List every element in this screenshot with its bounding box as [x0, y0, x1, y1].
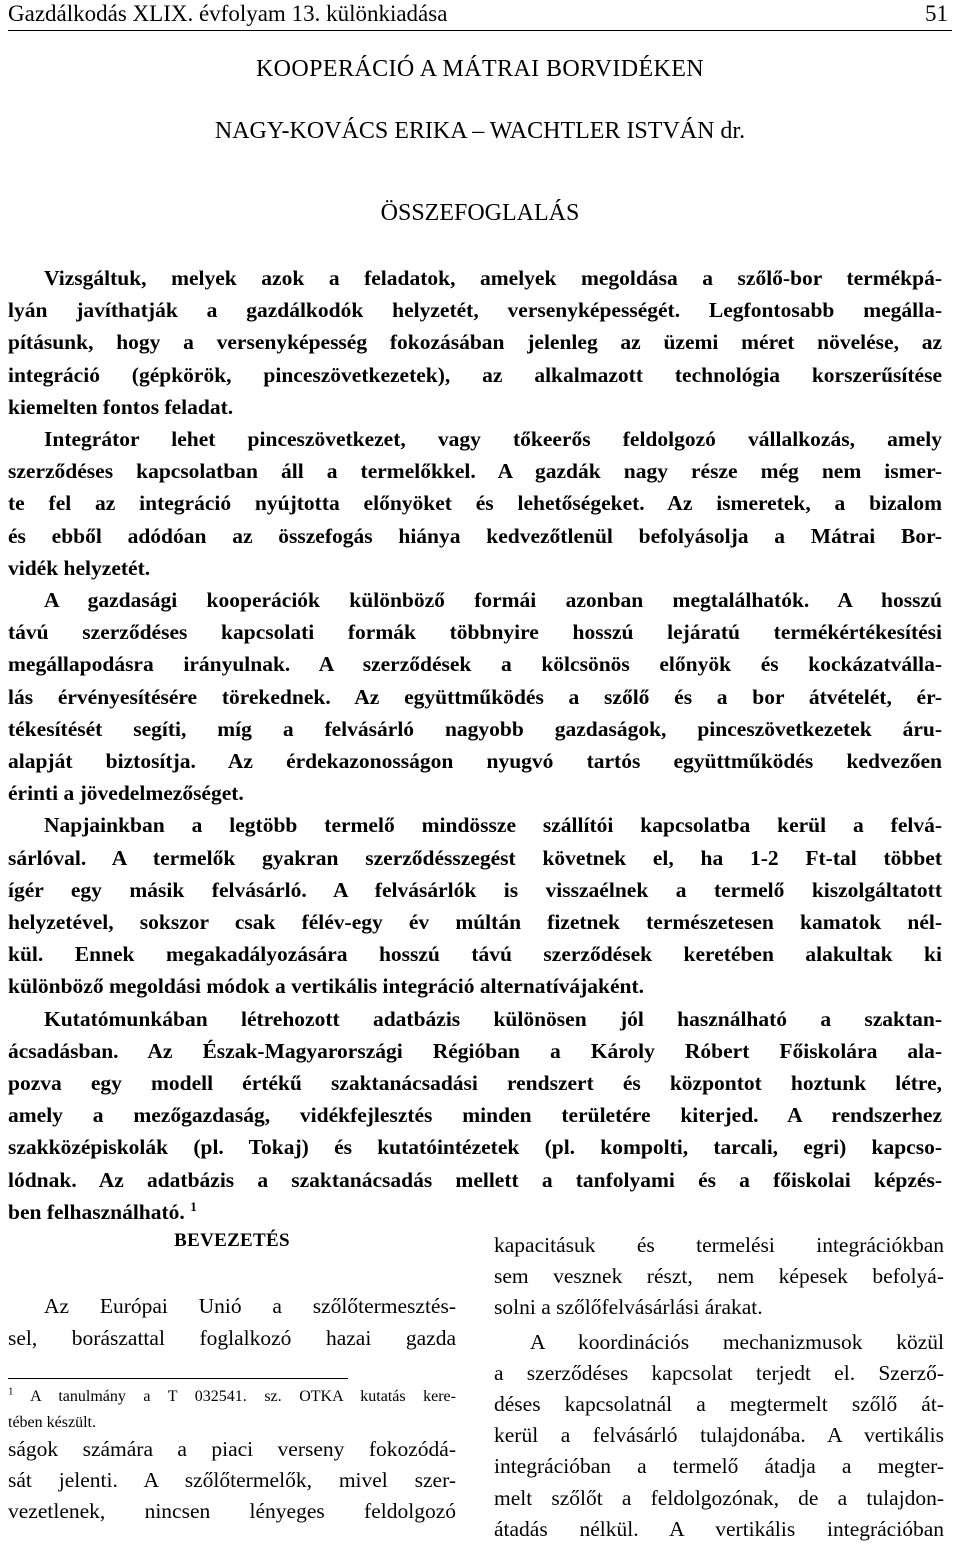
left-column [8, 1226, 456, 1523]
text-line: A koordinációs mechanizmusok közül [530, 1329, 944, 1354]
footnote-line: tében készült. [8, 1414, 96, 1431]
journal-name: Gazdálkodás XLIX. évfolyam 13. különkiadása [8, 1, 448, 26]
text-line-content: ben felhasználható. [8, 1199, 185, 1224]
text-line: melt szőlőt a feldolgozónak, de a tulajdon- [494, 1485, 944, 1510]
abstract-paragraph-5 [8, 1003, 942, 1228]
text-line: kül. Ennek megakadályozására hosszú távú szerződések keretében alakultak ki [8, 942, 942, 967]
right-column [494, 1230, 944, 1545]
text-line: integráció (gépkörök, pinceszövetkezetek), az alkalmazott technológia korszerűsítése [8, 362, 942, 387]
text-line: a szerződéses kapcsolat terjedt el. Szerző- [494, 1360, 944, 1385]
text-line [8, 1196, 942, 1228]
text-line: sárlóval. A termelők gyakran szerződésszegést követnek el, ha 1-2 Ft-tal többet [8, 845, 942, 870]
text-line: megállapodásra irányulnak. A szerződések a kölcsönös előnyök és kockázatválla- [8, 652, 942, 677]
text-line: sem vesznek részt, nem képesek befolyá- [494, 1264, 944, 1289]
abstract-paragraph-2 [8, 423, 942, 584]
text-line: ságok számára a piaci verseny fokozódá- [8, 1437, 456, 1461]
summary-heading: ÖSSZEFOGLALÁS [380, 200, 580, 226]
text-line: sát jelenti. A szőlőtermelők, mivel szer- [8, 1468, 456, 1492]
footnote-line [8, 1384, 456, 1410]
text-line: te fel az integráció nyújtotta előnyöket és lehetőségeket. Az ismeretek, a bizalom [8, 491, 942, 516]
text-line: lódnak. Az adatbázis a szaktanácsadás mellett a tanfolyami és a főiskolai képzés- [8, 1167, 942, 1192]
text-line: solni a szőlőfelvásárlási árakat. [494, 1295, 763, 1320]
text-line: Kutatómunkában létrehozott adatbázis különösen jól használható a szaktan- [44, 1006, 942, 1031]
text-line: integrációban a termelő átadja a megter- [494, 1454, 944, 1479]
text-line: különböző megoldási módok a vertikális integráció alternatívájaként. [8, 974, 645, 999]
text-line: vidék helyzetét. [8, 555, 151, 580]
text-line: Integrátor lehet pinceszövetkezet, vagy tőkeerős feldolgozó vállalkozás, amely [44, 427, 942, 452]
text-line: vezetlenek, nincsen lényeges feldolgozó [8, 1499, 456, 1523]
article-title: KOOPERÁCIÓ A MÁTRAI BORVIDÉKEN [255, 56, 705, 82]
text-line: kapacitásuk és termelési integrációkban [494, 1233, 944, 1257]
text-line: ígér egy másik felvásárló. A felvásárlók is visszaélnek a termelő kiszolgáltatott [8, 877, 942, 902]
abstract-paragraph-3 [8, 584, 942, 809]
footnote-number: 1 [8, 1385, 14, 1398]
text-line: szakközépiskolák (pl. Tokaj) és kutatóintézetek (pl. kompolti, tarcali, egri) kapcso- [8, 1135, 942, 1160]
running-header [8, 0, 952, 31]
text-line: A gazdasági kooperációk különböző formái azonban megtalálhatók. A hosszú [44, 588, 942, 613]
text-line: pozva egy modell értékű szaktanácsadási rendszert és központot hoztunk létre, [8, 1071, 942, 1096]
text-line: pításunk, hogy a versenyképesség fokozásában jelenleg az üzemi méret növelése, az [8, 330, 942, 355]
abstract [8, 262, 942, 1228]
text-line: tékesítését segíti, míg a felvásárló nagyobb gazdaságok, pinceszövetkezetek áru- [8, 716, 942, 741]
text-line: ácsadásban. Az Észak-Magyarországi Régióban a Károly Róbert Főiskolára ala- [8, 1038, 942, 1063]
text-line: lás érvényesítésére törekednek. Az együttműködés a szőlő és a bor átvételét, ér- [8, 684, 942, 709]
abstract-paragraph-1 [8, 262, 942, 423]
text-line: alapját biztosítja. Az érdekazonosságon nyugvó tartós együttműködés kedvezően [8, 749, 942, 774]
text-line: lyán javíthatják a gazdálkodók helyzetét, versenyképességét. Legfontosabb megálla- [8, 298, 942, 323]
footnote-divider [8, 1378, 348, 1379]
text-line: szerződéses kapcsolatban áll a termelőkkel. A gazdák nagy része még nem ismer- [8, 459, 942, 484]
text-line: Vizsgáltuk, melyek azok a feladatok, amelyek megoldása a szőlő-bor termékpá- [44, 266, 942, 290]
text-line: érinti a jövedelmezőséget. [8, 781, 244, 806]
text-line: és ebből adódóan az összefogás hiánya kedvezőtlenül befolyásolja a Mátrai Bor- [8, 523, 942, 548]
text-line: kerül a felvásárló tulajdonába. A vertikális [494, 1423, 944, 1448]
section-heading: BEVEZETÉS [174, 1230, 290, 1251]
footnote [8, 1384, 456, 1436]
text-line: távú szerződéses kapcsolati formák többnyire hosszú lejáratú termékértékesítési [8, 620, 942, 645]
text-line: kiemelten fontos feladat. [8, 394, 234, 419]
text-line: Az Európai Unió a szőlőtermesztés- [44, 1294, 456, 1318]
footnote-text: A tanulmány a T 032541. sz. OTKA kutatás kere- [30, 1388, 456, 1405]
paragraph [494, 1230, 944, 1324]
footnote-reference: 1 [190, 1198, 197, 1214]
text-line: átadás nélkül. A vertikális integrációban [494, 1516, 944, 1541]
intro-continuation [8, 1434, 456, 1527]
intro-paragraph [8, 1290, 456, 1354]
text-line: helyzetével, sokszor csak félév-egy év múltán fizetnek természetesen kamatok nél- [8, 910, 942, 935]
text-line: déses kapcsolatnál a megtermelt szőlő át- [494, 1392, 944, 1417]
paragraph [494, 1327, 944, 1545]
page-number: 51 [925, 1, 948, 26]
text-line: Napjainkban a legtöbb termelő mindössze szállítói kapcsolatba kerül a felvá- [44, 813, 942, 838]
abstract-paragraph-4 [8, 809, 942, 1002]
text-line: amely a mezőgazdaság, vidékfejlesztés minden területére kiterjed. A rendszerhez [8, 1103, 942, 1128]
article-authors: NAGY-KOVÁCS ERIKA – WACHTLER ISTVÁN dr. [214, 118, 746, 144]
text-line: sel, borászattal foglalkozó hazai gazda [8, 1326, 456, 1350]
